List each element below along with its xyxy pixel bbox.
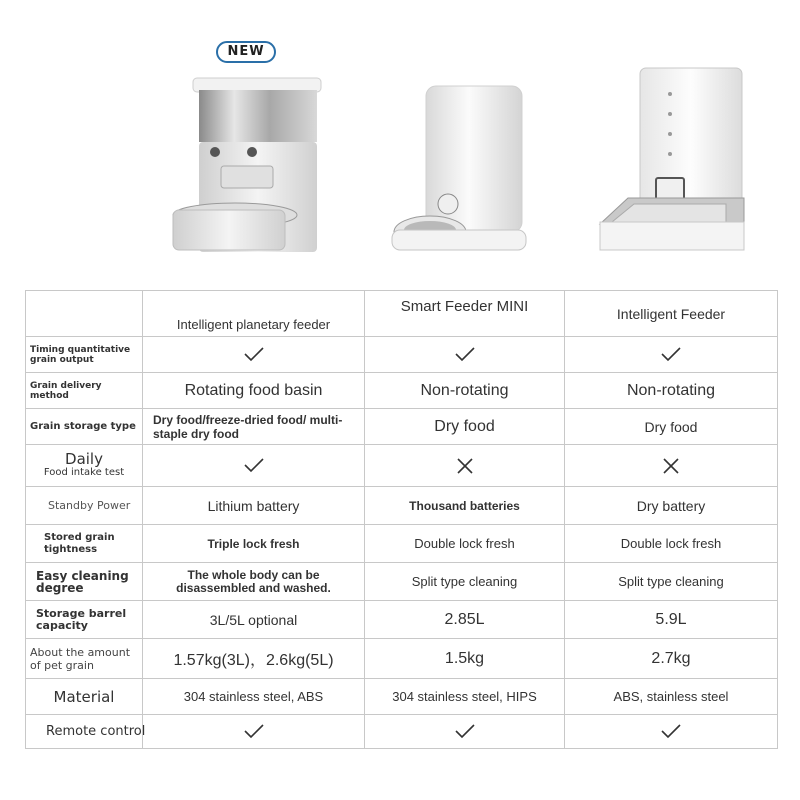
row-label: Material [26,679,143,715]
cross-icon [661,456,681,476]
table-row [26,409,778,445]
cell-mini: Thousand batteries [365,487,565,525]
cell-planetary: 3L/5L optional [143,601,365,639]
cross-icon [455,456,475,476]
table-row [26,639,778,679]
cell-intelligent: 5.9L [565,601,778,639]
row-label-main: Daily [65,449,103,468]
planetary-feeder-image [165,70,325,260]
checkmark-icon [243,345,265,363]
table-row [26,601,778,639]
cell-mini [365,337,565,373]
row-label: Timing quantitative grain output [26,337,143,373]
row-label: About the amount of pet grain [26,639,143,679]
cell-mini: Split type cleaning [365,563,565,601]
table-row [26,337,778,373]
table-row [26,679,778,715]
row-label: Storage barrel capacity [26,601,143,639]
cell-planetary: Rotating food basin [143,373,365,409]
cell-intelligent: Non-rotating [565,373,778,409]
row-label: Stored grain tightness [26,525,143,563]
table-row [26,373,778,409]
table-row [26,715,778,749]
cell-planetary: Dry food/freeze-dried food/ multi-staple dry food [143,409,365,445]
table-row [26,445,778,487]
cell-mini: Non-rotating [365,373,565,409]
cell-intelligent: ABS, stainless steel [565,679,778,715]
cell-planetary [143,445,365,487]
cell-intelligent [565,715,778,749]
checkmark-icon [454,345,476,363]
cell-intelligent: Dry battery [565,487,778,525]
cell-intelligent [565,337,778,373]
header-empty-cell [26,291,143,337]
header-planetary-feeder: Intelligent planetary feeder [143,291,365,337]
intelligent-feeder-image [598,64,748,260]
table-row [26,487,778,525]
checkmark-icon [454,722,476,740]
cell-mini [365,445,565,487]
cell-planetary: Triple lock fresh [143,525,365,563]
row-label: Easy cleaning degree [26,563,143,601]
row-label-sub: Food intake test [43,466,125,478]
checkmark-icon [660,722,682,740]
cell-planetary: Lithium battery [143,487,365,525]
cell-mini [365,715,565,749]
row-label: Remote control [26,715,143,749]
cell-intelligent: Double lock fresh [565,525,778,563]
row-label: Grain delivery method [26,373,143,409]
comparison-table [25,290,778,749]
cell-intelligent: 2.7kg [565,639,778,679]
checkmark-icon [243,722,265,740]
new-badge: NEW [216,41,276,63]
cell-mini: 304 stainless steel, HIPS [365,679,565,715]
table-row [26,563,778,601]
cell-mini: Double lock fresh [365,525,565,563]
cell-planetary [143,337,365,373]
row-label [26,445,143,487]
checkmark-icon [660,345,682,363]
cell-mini: Dry food [365,409,565,445]
cell-intelligent: Split type cleaning [565,563,778,601]
row-label: Standby Power [26,487,143,525]
checkmark-icon [243,456,265,474]
smart-feeder-mini-image [388,80,528,262]
cell-intelligent [565,445,778,487]
cell-planetary [143,715,365,749]
cell-mini: 1.5kg [365,639,565,679]
cell-planetary: 304 stainless steel, ABS [143,679,365,715]
row-label: Grain storage type [26,409,143,445]
header-smart-feeder-mini: Smart Feeder MINI [365,291,565,337]
cell-mini: 2.85L [365,601,565,639]
cell-intelligent: Dry food [565,409,778,445]
table-row [26,525,778,563]
cell-planetary: The whole body can be disassembled and washed. [143,563,365,601]
header-intelligent-feeder: Intelligent Feeder [565,291,778,337]
cell-planetary: 1.57kg(3L)，2.6kg(5L) [143,639,365,679]
header-row [26,291,778,337]
